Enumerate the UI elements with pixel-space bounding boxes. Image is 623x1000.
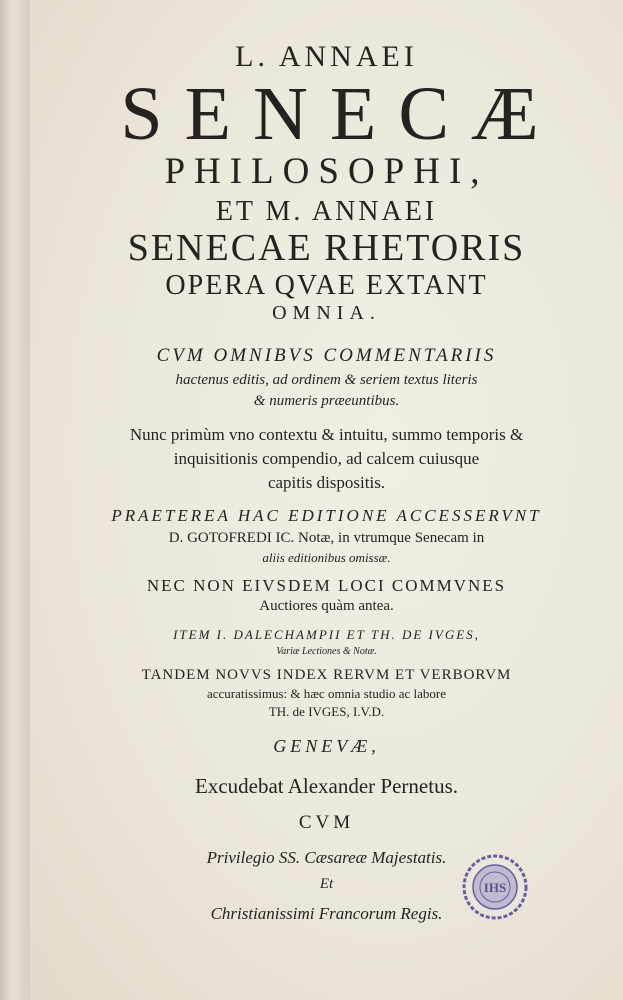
omnia-line: OMNIA. — [272, 302, 381, 324]
author-line: L. ANNAEI — [235, 40, 418, 73]
philosophi-line: PHILOSOPHI, — [164, 151, 489, 192]
opera-line: OPERA QVAE EXTANT — [165, 270, 488, 301]
rhetoris-line: SENECAE RHETORIS — [127, 227, 526, 269]
cum-line: CVM — [298, 812, 355, 833]
privilege-line: Privilegio SS. Cæsareæ Majestatis. — [206, 848, 447, 867]
gotofredi-line: D. GOTOFREDI IC. Notæ, in vtrumque Senecam in — [168, 530, 485, 546]
regis-line: Christianissimi Francorum Regis. — [210, 904, 443, 923]
title-page — [30, 0, 623, 1000]
accesserunt-line: PRAETEREA HAC EDITIONE ACCESSERVNT — [111, 506, 542, 525]
auctiores-line: Auctiores quàm antea. — [259, 598, 394, 614]
printer-line: Excudebat Alexander Pernetus. — [195, 774, 458, 798]
ihs-library-stamp-icon — [458, 850, 532, 924]
imprint-place: GENEVÆ, — [273, 736, 380, 756]
index-line: TANDEM NOVVS INDEX RERVM ET VERBORVM — [141, 667, 512, 683]
second-author-line: ET M. ANNAEI — [215, 196, 438, 227]
book-spine-edge — [0, 0, 31, 1000]
index-detail-line: accuratissimus: & hæc omnia studio ac labore — [207, 686, 446, 701]
commentariis-detail-2: & numeris præeuntibus. — [253, 393, 400, 409]
gotofredi-detail: aliis editionibus omissæ. — [262, 550, 391, 565]
commentariis-detail-1: hactenus editis, ad ordinem & seriem textus literis — [175, 372, 478, 388]
variae-lectiones-line: Variæ Lectiones & Notæ. — [276, 646, 377, 657]
et-line: Et — [319, 876, 334, 892]
dalechampii-line: ITEM I. DALECHAMPII ET TH. DE IVGES, — [173, 627, 480, 642]
author-name-large: SENECÆ — [120, 72, 561, 156]
contextu-line-3: capitis dispositis. — [267, 473, 386, 492]
editor-line: TH. de IVGES, I.V.D. — [268, 704, 385, 719]
stamp-text: IHS — [483, 880, 507, 895]
contextu-line-1: Nunc primùm vno contextu & intuitu, summo temporis & — [129, 425, 524, 444]
contextu-line-2: inquisitionis compendio, ad calcem cuiusque — [173, 449, 480, 468]
commentariis-line: CVM OMNIBVS COMMENTARIIS — [156, 345, 497, 366]
loci-communes-line: NEC NON EIVSDEM LOCI COMMVNES — [146, 576, 507, 595]
